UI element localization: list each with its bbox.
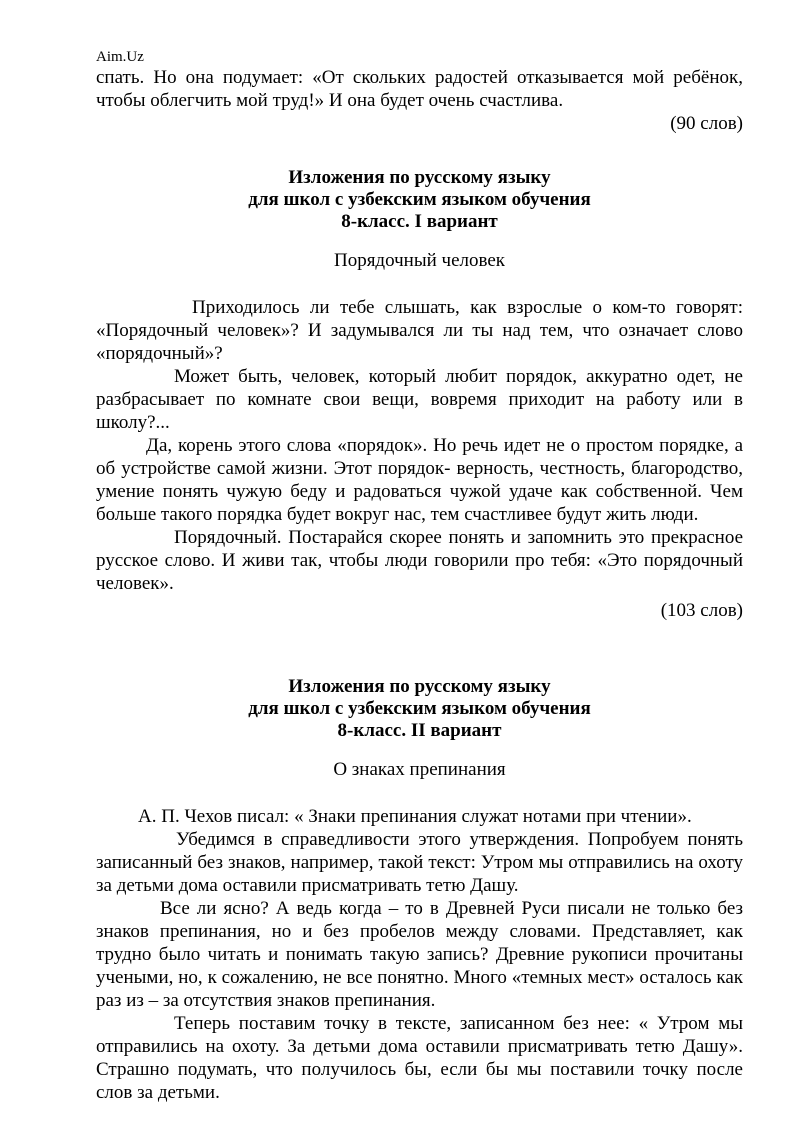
section2-heading-line3: 8-класс. II вариант xyxy=(337,720,502,741)
section2-story-title: О знаках препинания xyxy=(333,759,506,780)
section1-paragraph: Порядочный. Постарайся скорее понять и запомнить это прекрасное русское слово. И живи так, чтобы люди говорили про тебя: «Это порядочный человек». xyxy=(96,527,743,594)
site-label: Aim.Uz xyxy=(96,49,144,65)
section2-paragraph: Все ли ясно? А ведь когда – то в Древней Руси писали не только без знаков препинания, но и без пробелов между словами. Представляет, как трудно было читать и понимать такую запись? Древние рукописи прочитаны учеными, но, к сожалению, не все понятно. Много «темных мест» осталось как раз из – за отсутствия знаков препинания. xyxy=(96,898,743,1011)
section1-heading-line3: 8-класс. I вариант xyxy=(341,211,498,232)
section2-paragraph: А. П. Чехов писал: « Знаки препинания служат нотами при чтении». xyxy=(138,806,692,827)
section1-story-title: Порядочный человек xyxy=(333,250,506,271)
intro-paragraph: спать. Но она подумает: «От скольких радостей отказывается мой ребёнок, чтобы облегчить мой труд!» И она будет очень счастлива. xyxy=(96,67,743,111)
section1-paragraph: Приходилось ли тебе слышать, как взрослые о ком-то говорят: «Порядочный человек»? И задумывался ли ты над тем, что означает слово «порядочный»? xyxy=(96,297,743,364)
section1-heading xyxy=(96,167,743,233)
section1-heading-line2: для школ с узбекским языком обучения xyxy=(248,189,591,210)
intro-word-count: (90 слов) xyxy=(670,113,743,134)
section2-paragraph: Убедимся в справедливости этого утверждения. Попробуем понять записанный без знаков, например, такой текст: Утром мы отправились на охоту за детьми дома оставили присматривать тетю Дашу. xyxy=(96,829,743,896)
document-page xyxy=(96,48,743,1104)
section2-heading xyxy=(96,676,743,742)
section1-word-count: (103 слов) xyxy=(660,600,743,621)
section1-paragraph: Да, корень этого слова «порядок». Но речь идет не о простом порядке, а об устройстве самой жизни. Этот порядок- верность, честность, благородство, умение понять чужую беду и радоваться чужой удаче как собственной. Чем больше такого порядка будет вокруг нас, тем счастливее будут жить люди. xyxy=(96,435,743,525)
section2-paragraph: Теперь поставим точку в тексте, записанном без нее: « Утром мы отправились на охоту. За детьми дома оставили присматривать тетю Дашу». Страшно подумать, что получилось бы, если бы мы поставили точку после слов за детьми. xyxy=(96,1013,743,1103)
section1-heading-line1: Изложения по русскому языку xyxy=(288,167,551,188)
section1-paragraph: Может быть, человек, который любит порядок, аккуратно одет, не разбрасывает по комнате свои вещи, вовремя приходит на работу или в школу?... xyxy=(96,366,743,433)
section2-heading-line1: Изложения по русскому языку xyxy=(288,676,551,697)
section2-heading-line2: для школ с узбекским языком обучения xyxy=(248,698,591,719)
